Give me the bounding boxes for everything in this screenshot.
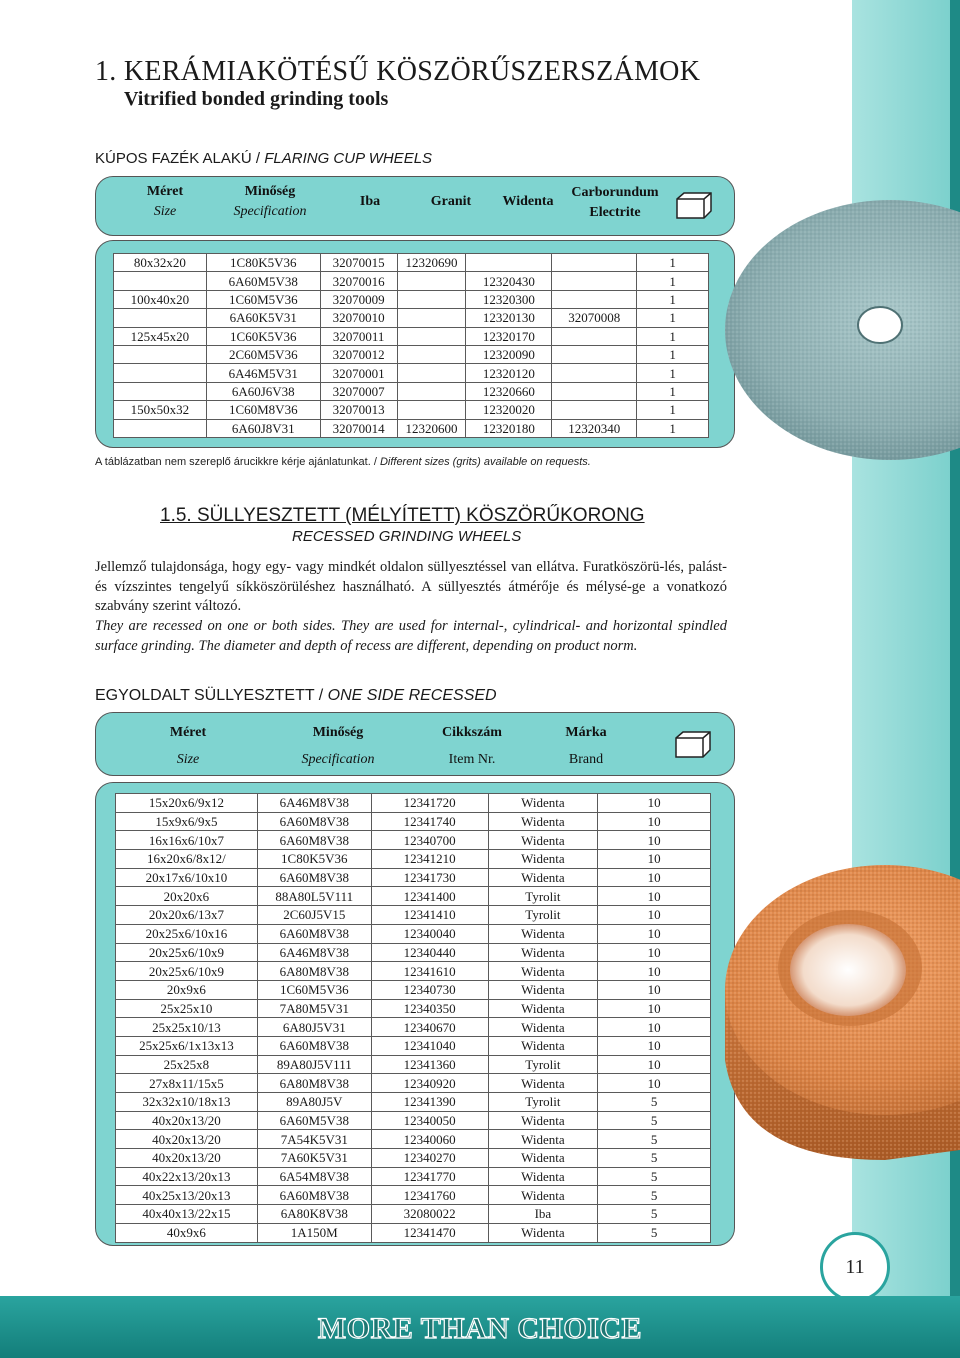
table-cell: 5 xyxy=(598,1223,711,1242)
table-cell: 12340440 xyxy=(371,943,488,962)
table-cell: 12341720 xyxy=(371,794,488,813)
table-cell: Widenta xyxy=(488,980,598,999)
table-cell: 6A60J8V31 xyxy=(206,419,320,437)
s2-header-item-label: Item Nr. xyxy=(448,752,496,767)
table-cell: 12320430 xyxy=(466,272,552,290)
table-cell: 6A60M5V38 xyxy=(257,1111,371,1130)
description-en: They are recessed on one or both sides. They are used for internal-, cylindrical- and horizontal spindled surface grinding. The diameter and depth of recess are different, depending on product norm. xyxy=(95,618,727,654)
table-cell: 10 xyxy=(598,868,711,887)
table-cell: 6A60M8V38 xyxy=(257,1186,371,1205)
header-size-label: Size xyxy=(153,204,177,219)
table-cell xyxy=(397,327,466,345)
header-meret-label: Méret xyxy=(146,184,184,199)
table-cell: 12320090 xyxy=(466,345,552,363)
table-cell: Widenta xyxy=(488,1167,598,1186)
table-cell: Widenta xyxy=(488,868,598,887)
table-cell: 12320340 xyxy=(552,419,637,437)
table-cell: 6A46M8V38 xyxy=(257,794,371,813)
table-cell xyxy=(114,345,207,363)
table-cell: 6A60M8V38 xyxy=(257,924,371,943)
table-cell xyxy=(397,364,466,382)
table-cell: 1A150M xyxy=(257,1223,371,1242)
table-cell: 10 xyxy=(598,887,711,906)
subheading-hu: EGYOLDALT SÜLLYESZTETT / xyxy=(95,687,328,704)
table-row xyxy=(116,980,711,999)
table-cell: 12341730 xyxy=(371,868,488,887)
table-cell xyxy=(552,364,637,382)
table-cell: 12341360 xyxy=(371,1055,488,1074)
section2-subheading xyxy=(95,687,497,705)
table-cell: 12320300 xyxy=(466,290,552,308)
table-cell: 7A54K5V31 xyxy=(257,1130,371,1149)
table-row xyxy=(116,1093,711,1112)
table-cell: 6A60J6V38 xyxy=(206,382,320,400)
table-cell: 6A46M8V38 xyxy=(257,943,371,962)
section2-title: 1.5. SÜLLYESZTETT (MÉLYÍTETT) KÖSZÖRŰKORONG xyxy=(160,505,645,526)
table-cell: 32070012 xyxy=(320,345,397,363)
table-cell: 32080022 xyxy=(371,1205,488,1224)
table-cell: Widenta xyxy=(488,943,598,962)
table-cell: 1 xyxy=(637,254,709,272)
table-cell xyxy=(552,327,637,345)
table-cell: 1C60M5V36 xyxy=(206,290,320,308)
table-cell: 1 xyxy=(637,327,709,345)
table-cell: Widenta xyxy=(488,1074,598,1093)
table-cell: 10 xyxy=(598,1074,711,1093)
table-cell: 16x16x6/10x7 xyxy=(116,831,258,850)
table-cell xyxy=(114,272,207,290)
table-cell: 20x9x6 xyxy=(116,980,258,999)
table-row xyxy=(114,382,709,400)
table-cell: 12341470 xyxy=(371,1223,488,1242)
table-cell: 15x9x6/9x5 xyxy=(116,812,258,831)
table-cell: 1C60M5V36 xyxy=(257,980,371,999)
table-cell: 40x40x13/22x15 xyxy=(116,1205,258,1224)
table-cell: 6A60M8V38 xyxy=(257,1036,371,1055)
table-cell: Widenta xyxy=(488,962,598,981)
table-cell: Widenta xyxy=(488,999,598,1018)
box-pack-icon xyxy=(673,730,713,760)
table-cell: 32070011 xyxy=(320,327,397,345)
section1-heading-en: FLARING CUP WHEELS xyxy=(264,150,433,167)
table-cell: 32070013 xyxy=(320,401,397,419)
table-cell: 40x9x6 xyxy=(116,1223,258,1242)
table-cell: 1 xyxy=(637,401,709,419)
table-cell: 6A60M8V38 xyxy=(257,831,371,850)
table-cell: 20x25x6/10x9 xyxy=(116,962,258,981)
table-cell: Widenta xyxy=(488,1186,598,1205)
table-cell: Iba xyxy=(488,1205,598,1224)
table-cell: 15x20x6/9x12 xyxy=(116,794,258,813)
s2-header-brand-label: Brand xyxy=(568,752,604,767)
table-cell: 12320170 xyxy=(466,327,552,345)
table-row xyxy=(116,962,711,981)
table-cell: 10 xyxy=(598,812,711,831)
table-cell: 1C80K5V36 xyxy=(206,254,320,272)
table-row xyxy=(116,1223,711,1242)
table-cell: 25x25x6/1x13x13 xyxy=(116,1036,258,1055)
table-cell: 1 xyxy=(637,364,709,382)
table-cell: 12341740 xyxy=(371,812,488,831)
box-pack-icon xyxy=(674,191,714,221)
table-cell: 12320180 xyxy=(466,419,552,437)
table-cell xyxy=(397,345,466,363)
table-cell: 12320120 xyxy=(466,364,552,382)
table-cell: 12340040 xyxy=(371,924,488,943)
table-cell: Tyrolit xyxy=(488,1055,598,1074)
table-cell: 10 xyxy=(598,980,711,999)
s2-header-size-label: Size xyxy=(176,752,200,767)
table-cell: 12340730 xyxy=(371,980,488,999)
table-cell: 1C60M8V36 xyxy=(206,401,320,419)
table-cell: 6A60M8V38 xyxy=(257,868,371,887)
table-row xyxy=(116,1130,711,1149)
table-row xyxy=(116,1205,711,1224)
table-row xyxy=(114,364,709,382)
table-row xyxy=(114,272,709,290)
flaring-cup-table xyxy=(113,253,709,438)
table-cell: 12341610 xyxy=(371,962,488,981)
table-cell: 10 xyxy=(598,943,711,962)
table-cell: 10 xyxy=(598,850,711,869)
table-cell: 20x20x6/13x7 xyxy=(116,906,258,925)
table-cell: 10 xyxy=(598,962,711,981)
table-cell: 5 xyxy=(598,1186,711,1205)
table-cell: 6A80M8V38 xyxy=(257,1074,371,1093)
table-cell: Tyrolit xyxy=(488,906,598,925)
table-cell: Widenta xyxy=(488,831,598,850)
table-cell: 5 xyxy=(598,1205,711,1224)
table-cell: 1 xyxy=(637,272,709,290)
table-cell: 10 xyxy=(598,1036,711,1055)
table-cell: 12340050 xyxy=(371,1111,488,1130)
recessed-wheels-table xyxy=(115,793,711,1243)
table-cell: 27x8x11/15x5 xyxy=(116,1074,258,1093)
table-cell: 125x45x20 xyxy=(114,327,207,345)
header-granit: Granit xyxy=(430,194,472,209)
table-cell: 25x25x10/13 xyxy=(116,1018,258,1037)
s2-header-cikkszam-label: Cikkszám xyxy=(442,725,502,740)
table-cell: 32070001 xyxy=(320,364,397,382)
page-title: 1. KERÁMIAKÖTÉSŰ KÖSZÖRŰSZERSZÁMOK xyxy=(95,56,701,87)
table-cell: Widenta xyxy=(488,850,598,869)
table-cell: 32070014 xyxy=(320,419,397,437)
table-cell: Widenta xyxy=(488,1036,598,1055)
table-cell: 20x17x6/10x10 xyxy=(116,868,258,887)
table-cell: 25x25x8 xyxy=(116,1055,258,1074)
table-cell: Widenta xyxy=(488,924,598,943)
table-row xyxy=(114,327,709,345)
table-row xyxy=(114,419,709,437)
section2-subtitle: RECESSED GRINDING WHEELS xyxy=(292,528,522,545)
table-cell: 20x25x6/10x9 xyxy=(116,943,258,962)
table-cell: 12320130 xyxy=(466,309,552,327)
table-cell: 5 xyxy=(598,1167,711,1186)
table-cell xyxy=(397,290,466,308)
header-widenta: Widenta xyxy=(502,194,554,209)
table-cell: 12320020 xyxy=(466,401,552,419)
table-cell: Widenta xyxy=(488,794,598,813)
table-cell: 1C60K5V36 xyxy=(206,327,320,345)
table-cell xyxy=(114,419,207,437)
table-cell: 32070010 xyxy=(320,309,397,327)
section1-heading xyxy=(95,150,432,167)
table-cell: 150x50x32 xyxy=(114,401,207,419)
table-cell: 6A80M8V38 xyxy=(257,962,371,981)
table-row xyxy=(116,831,711,850)
header-meret xyxy=(147,182,183,222)
table-row xyxy=(116,1055,711,1074)
table-cell: 6A46M5V31 xyxy=(206,364,320,382)
table-cell xyxy=(552,254,637,272)
table-cell xyxy=(397,401,466,419)
table-cell: 32x32x10/18x13 xyxy=(116,1093,258,1112)
table-cell xyxy=(397,272,466,290)
table-cell: 10 xyxy=(598,1018,711,1037)
table-row xyxy=(116,906,711,925)
table-cell: 5 xyxy=(598,1111,711,1130)
table-row xyxy=(116,1018,711,1037)
table-cell: 2C60J5V15 xyxy=(257,906,371,925)
table-cell: Widenta xyxy=(488,1018,598,1037)
table-row xyxy=(116,943,711,962)
table-cell: 32070016 xyxy=(320,272,397,290)
table-cell: 5 xyxy=(598,1130,711,1149)
table-cell: 6A80J5V31 xyxy=(257,1018,371,1037)
note-hu: A táblázatban nem szereplő árucikkre kérje ajánlatunkat. / xyxy=(95,456,380,468)
table-cell: 1 xyxy=(637,345,709,363)
table-row xyxy=(116,1074,711,1093)
table-cell: 6A80K8V38 xyxy=(257,1205,371,1224)
table-cell: 100x40x20 xyxy=(114,290,207,308)
s2-header-minoseg xyxy=(301,719,374,773)
table-cell: 20x20x6 xyxy=(116,887,258,906)
table-cell: Widenta xyxy=(488,1223,598,1242)
table-cell: 10 xyxy=(598,906,711,925)
note-en: Different sizes (grits) available on requests. xyxy=(379,456,591,468)
s2-header-cikkszam xyxy=(442,719,502,773)
table-cell: 1 xyxy=(637,419,709,437)
table-cell xyxy=(466,254,552,272)
table-cell: 40x22x13/20x13 xyxy=(116,1167,258,1186)
table-cell xyxy=(397,309,466,327)
table-cell: Widenta xyxy=(488,812,598,831)
table-cell: Tyrolit xyxy=(488,1093,598,1112)
table-row xyxy=(114,401,709,419)
table-cell: 32070007 xyxy=(320,382,397,400)
table-cell: Tyrolit xyxy=(488,887,598,906)
table-cell: 32070015 xyxy=(320,254,397,272)
table-cell: 40x20x13/20 xyxy=(116,1130,258,1149)
table-cell: 89A80J5V111 xyxy=(257,1055,371,1074)
table-cell: 16x20x6/8x12/ xyxy=(116,850,258,869)
header-carborundum-label: Carborundum xyxy=(571,185,659,200)
table-cell: 32070009 xyxy=(320,290,397,308)
table-cell: 12340920 xyxy=(371,1074,488,1093)
table-cell xyxy=(552,401,637,419)
table-cell: 88A80L5V111 xyxy=(257,887,371,906)
s2-header-specification-label: Specification xyxy=(301,752,375,767)
availability-note xyxy=(95,456,591,468)
table-cell: Widenta xyxy=(488,1149,598,1168)
table-row xyxy=(114,345,709,363)
table-cell: 12341040 xyxy=(371,1036,488,1055)
table-cell xyxy=(397,382,466,400)
table-cell: 12341400 xyxy=(371,887,488,906)
table-cell: 12341390 xyxy=(371,1093,488,1112)
table-row xyxy=(116,850,711,869)
table-row xyxy=(116,1111,711,1130)
table-cell: 5 xyxy=(598,1093,711,1112)
header-minoseg-label: Minőség xyxy=(244,184,296,199)
page-subtitle: Vitrified bonded grinding tools xyxy=(124,88,389,110)
table-cell: 20x25x6/10x16 xyxy=(116,924,258,943)
table-cell: 6A60K5V31 xyxy=(206,309,320,327)
table-cell: 12341760 xyxy=(371,1186,488,1205)
table-row xyxy=(116,1149,711,1168)
header-specification-label: Specification xyxy=(233,204,307,219)
table-cell: 12340060 xyxy=(371,1130,488,1149)
table-row xyxy=(116,794,711,813)
table-cell: 7A60K5V31 xyxy=(257,1149,371,1168)
table-cell: 10 xyxy=(598,794,711,813)
table-row xyxy=(116,1167,711,1186)
table-cell: 89A80J5V xyxy=(257,1093,371,1112)
table-cell xyxy=(552,382,637,400)
table-cell: 12320660 xyxy=(466,382,552,400)
header-iba: Iba xyxy=(359,194,381,209)
table-row xyxy=(114,290,709,308)
table-cell: 40x20x13/20 xyxy=(116,1149,258,1168)
table-cell xyxy=(552,272,637,290)
table-cell: 12340700 xyxy=(371,831,488,850)
recessed-wheel-image xyxy=(710,860,960,1170)
table-cell: 10 xyxy=(598,831,711,850)
table-cell: 1C80K5V36 xyxy=(257,850,371,869)
table-cell: 1 xyxy=(637,309,709,327)
table-cell: 25x25x10 xyxy=(116,999,258,1018)
table-cell: 10 xyxy=(598,999,711,1018)
table-cell: 5 xyxy=(598,1149,711,1168)
subheading-en: ONE SIDE RECESSED xyxy=(327,687,497,704)
table-cell: 12340270 xyxy=(371,1149,488,1168)
table-cell: 7A80M5V31 xyxy=(257,999,371,1018)
table-cell xyxy=(114,382,207,400)
section1-heading-hu: KÚPOS FAZÉK ALAKÚ / xyxy=(95,150,265,167)
table-cell: 12320690 xyxy=(397,254,466,272)
table-cell: 12340350 xyxy=(371,999,488,1018)
table-cell xyxy=(552,290,637,308)
table-cell: 6A54M8V38 xyxy=(257,1167,371,1186)
table-cell: 40x25x13/20x13 xyxy=(116,1186,258,1205)
s2-header-meret-label: Méret xyxy=(169,725,207,740)
table-cell: 80x32x20 xyxy=(114,254,207,272)
s2-header-minoseg-label: Minőség xyxy=(312,725,364,740)
s2-header-marka xyxy=(565,719,606,773)
table-cell: 32070008 xyxy=(552,309,637,327)
table-row xyxy=(116,868,711,887)
table-row xyxy=(114,309,709,327)
s2-header-marka-label: Márka xyxy=(565,725,607,740)
s2-header-meret xyxy=(170,719,206,773)
page-number: 11 xyxy=(820,1232,890,1302)
table-cell xyxy=(114,309,207,327)
table-row xyxy=(116,887,711,906)
table-cell: 6A60M8V38 xyxy=(257,812,371,831)
table-cell: 1 xyxy=(637,382,709,400)
table-cell: 10 xyxy=(598,1055,711,1074)
flaring-cup-wheel-image xyxy=(720,195,960,495)
table-cell: 10 xyxy=(598,924,711,943)
table-row xyxy=(116,812,711,831)
table-cell: 12320600 xyxy=(397,419,466,437)
header-minoseg xyxy=(233,182,306,222)
table-row xyxy=(114,254,709,272)
table-cell: 40x20x13/20 xyxy=(116,1111,258,1130)
table-cell: 12341410 xyxy=(371,906,488,925)
table-cell: 2C60M5V36 xyxy=(206,345,320,363)
table-row xyxy=(116,1036,711,1055)
header-carborundum xyxy=(571,183,658,223)
table-cell: Widenta xyxy=(488,1130,598,1149)
table-cell: 6A60M5V38 xyxy=(206,272,320,290)
footer-slogan: MORE THAN CHOICE xyxy=(317,1312,643,1345)
table-cell: Widenta xyxy=(488,1111,598,1130)
table-cell xyxy=(552,345,637,363)
table-cell: 12341770 xyxy=(371,1167,488,1186)
table-row xyxy=(116,924,711,943)
table-row xyxy=(116,1186,711,1205)
header-electrite-label: Electrite xyxy=(589,205,641,220)
table-row xyxy=(116,999,711,1018)
table-cell xyxy=(114,364,207,382)
table-cell: 12341210 xyxy=(371,850,488,869)
table-cell: 12340670 xyxy=(371,1018,488,1037)
table-cell: 1 xyxy=(637,290,709,308)
description-hu: Jellemző tulajdonsága, hogy egy- vagy mindkét oldalon süllyesztéssel van ellátva. Furatköszörü-lés, palást- és vízszintes tengelyű síkköszörüléshez használható. A süllyesztés átmérője és mélysé-ge a vonatkozó szabvány szerint változó. xyxy=(95,559,727,614)
